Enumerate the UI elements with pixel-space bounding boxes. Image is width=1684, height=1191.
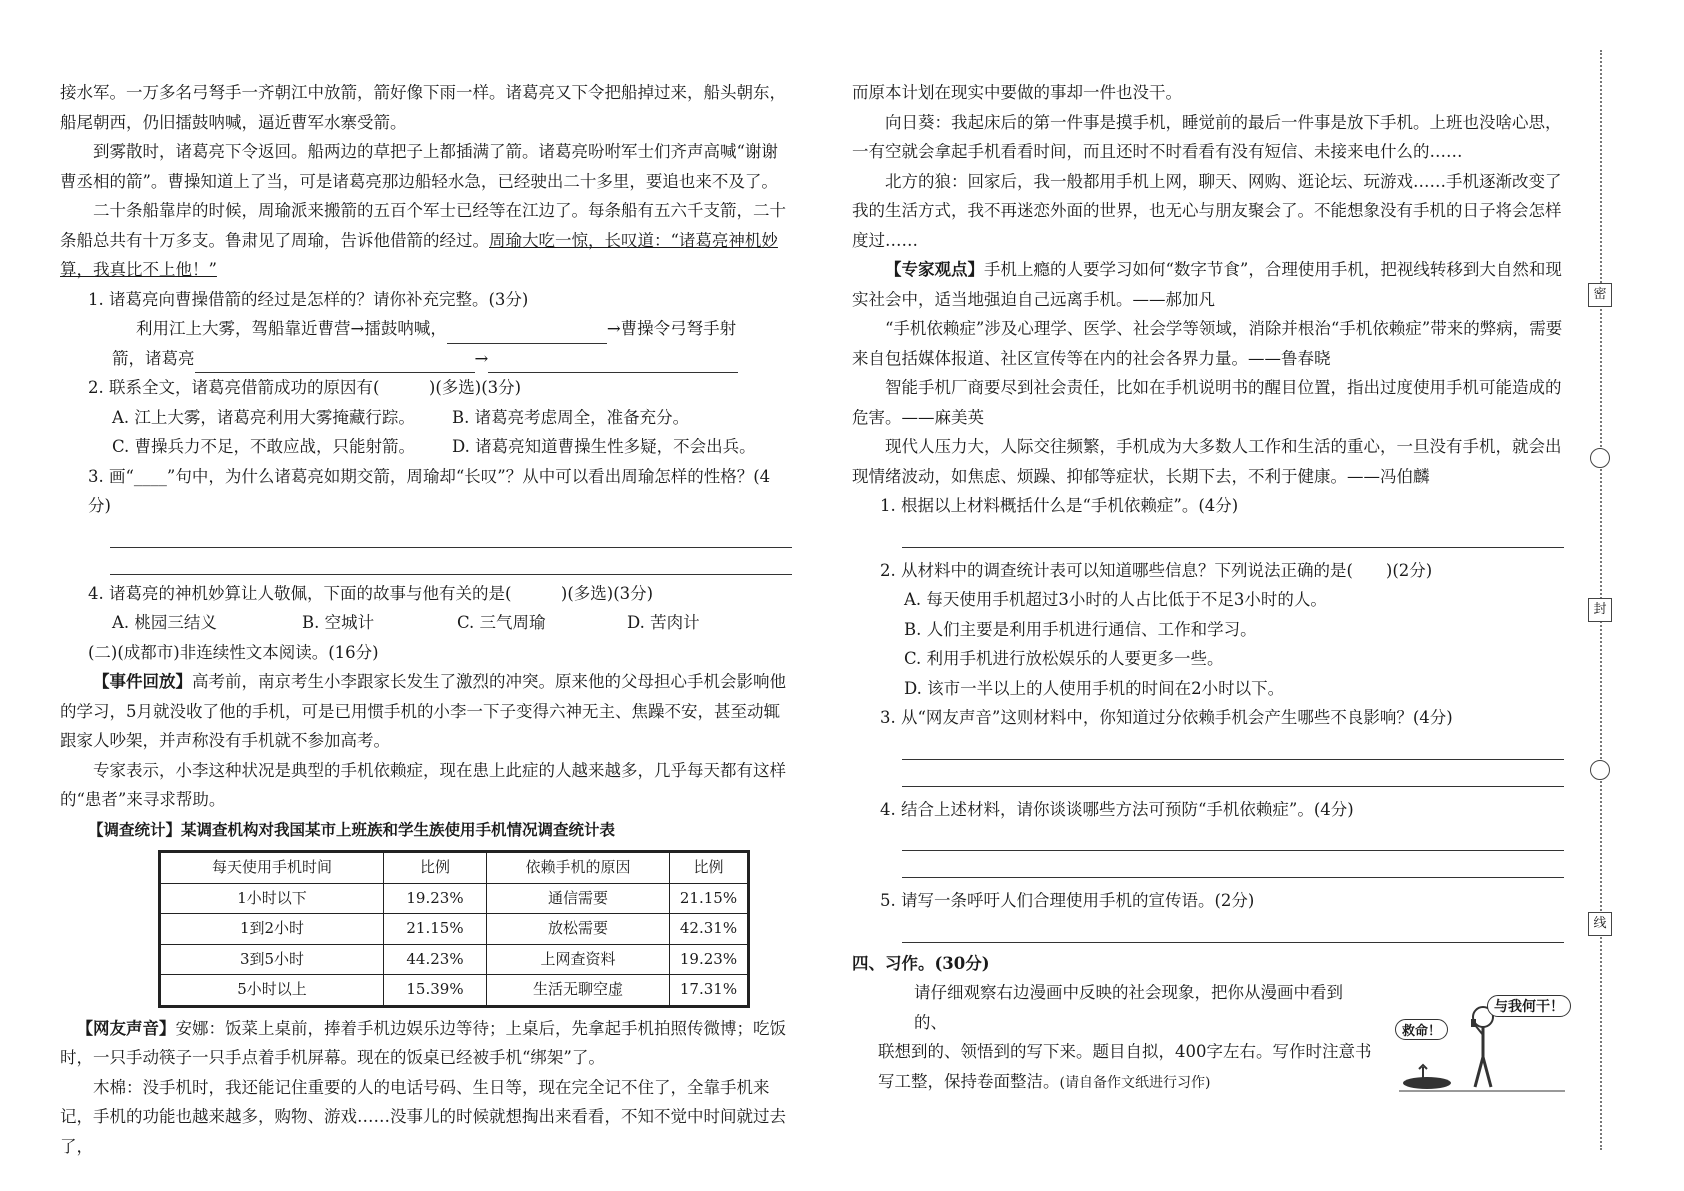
q1-fill-text-b: →曹操令弓弩手射 bbox=[606, 319, 737, 338]
essay-line-1: 请仔细观察右边漫画中反映的社会现象，把你从漫画中看到的、 bbox=[914, 983, 1343, 1032]
event-paragraph bbox=[60, 667, 792, 756]
right-question-2: 2. 从材料中的调查统计表可以知道哪些信息？下列说法正确的是( )(2分) bbox=[880, 560, 1433, 580]
binding-label-3: 线 bbox=[1588, 912, 1612, 936]
right-q4-answer-line-1[interactable] bbox=[902, 824, 1564, 851]
table-cell: 44.23% bbox=[384, 944, 487, 975]
expert-opinion-2: “手机依赖症”涉及心理学、医学、社会学等领域，消除并根治“手机依赖症”带来的弊病，需要来自包括媒体报道、社区宣传等在内的社会各界力量。——鲁春晓 bbox=[852, 319, 1563, 368]
expert-tag: 【专家观点】 bbox=[885, 260, 984, 279]
q1-fill-row-1 bbox=[60, 314, 792, 344]
right-question-1: 1. 根据以上材料概括什么是“手机依赖症”。(4分) bbox=[880, 496, 1239, 515]
table-cell: 放松需要 bbox=[487, 914, 670, 945]
expert-opinion-4: 现代人压力大，人际交往频繁，手机成为大多数人工作和生活的重心，一旦没有手机，就会出现情绪波动，如焦虑、烦躁、抑郁等症状，长期下去，不利于健康。——冯伯麟 bbox=[852, 437, 1562, 486]
q2-option-c[interactable]: C. 曹操兵力不足，不敢应战，只能射箭。 bbox=[112, 437, 416, 456]
binding-label-2: 封 bbox=[1588, 598, 1612, 622]
table-row bbox=[160, 975, 749, 1007]
binding-label-1: 密 bbox=[1588, 283, 1612, 307]
table-header: 依赖手机的原因 bbox=[487, 852, 670, 884]
q1-blank-2[interactable] bbox=[195, 350, 475, 373]
net-voice-paragraph-1 bbox=[60, 1014, 792, 1073]
q1-fill-row-2 bbox=[60, 344, 792, 374]
event-text: 高考前，南京考生小李跟家长发生了激烈的冲突。原来他的父母担心手机会影响他的学习，5月就没收了他的手机，可是已用惯手机的小李一下子变得六神无主、焦躁不安，甚至动辄跟家人吵架，并声称没有手机就不参加高考。 bbox=[60, 672, 786, 750]
q2-options-row-1 bbox=[60, 403, 792, 433]
right-q2-option-d[interactable]: D. 该市一半以上的人使用手机的时间在2小时以下。 bbox=[904, 678, 1285, 698]
table-cell: 上网查资料 bbox=[487, 944, 670, 975]
binding-hole-2 bbox=[1590, 760, 1610, 780]
table-cell: 19.23% bbox=[384, 883, 487, 914]
question-3: 3. 画“____”句中，为什么诸葛亮如期交箭，周瑜却“长叹”？从中可以看出周瑜怎样的性格？(4分) bbox=[88, 466, 771, 515]
right-p3: 北方的狼：回家后，我一般都用手机上网，聊天、网购、逛论坛、玩游戏……手机逐渐改变了我的生活方式，我不再迷恋外面的世界，也无心与朋友聚会了。不能想象没有手机的日子将会怎样度过…… bbox=[852, 171, 1562, 250]
survey-title: 【调查统计】某调查机构对我国某市上班族和学生族使用手机情况调查统计表 bbox=[88, 819, 616, 839]
right-column bbox=[852, 78, 1564, 1098]
table-cell: 21.15% bbox=[670, 883, 749, 914]
q1-blank-1[interactable] bbox=[447, 321, 607, 344]
table-cell: 生活无聊空虚 bbox=[487, 975, 670, 1007]
table-cell: 5小时以上 bbox=[160, 975, 384, 1007]
q4-option-d[interactable]: D. 苦肉计 bbox=[627, 613, 700, 632]
net-voice-tag: 【网友声音】 bbox=[76, 1018, 176, 1038]
passage-p1: 接水军。一万多名弓弩手一齐朝江中放箭，箭好像下雨一样。诸葛亮又下令把船掉过来，船头朝东，船尾朝西，仍旧擂鼓呐喊，逼近曹军水寨受箭。 bbox=[60, 83, 786, 132]
section-2-title: (二)(成都市)非连续性文本阅读。(16分) bbox=[88, 642, 379, 662]
right-q2-option-c[interactable]: C. 利用手机进行放松娱乐的人要更多一些。 bbox=[904, 649, 1224, 668]
left-column bbox=[60, 78, 792, 1161]
binding-hole-1 bbox=[1590, 448, 1610, 468]
right-question-3: 3. 从“网友声音”这则材料中，你知道过分依赖手机会产生哪些不良影响？(4分) bbox=[880, 708, 1453, 727]
table-cell: 3到5小时 bbox=[160, 944, 384, 975]
survey-table bbox=[158, 850, 750, 1008]
table-cell: 1到2小时 bbox=[160, 914, 384, 945]
right-q2-option-a[interactable]: A. 每天使用手机超过3小时的人占比低于不足3小时的人。 bbox=[904, 590, 1327, 609]
q4-options bbox=[60, 608, 792, 638]
expert-text-1: 手机上瘾的人要学习如何“数字节食”，合理使用手机，把视线转移到大自然和现实社会中，适当地强迫自己远离手机。——郝加凡 bbox=[852, 260, 1562, 309]
net-voice-paragraph-2: 木棉：没手机时，我还能记住重要的人的电话号码、生日等，现在完全记不住了，全靠手机来记，手机的功能也越来越多，购物、游戏……没事儿的时候就想掏出来看看，不知不觉中时间就过去了， bbox=[60, 1077, 786, 1156]
q3-answer-line-2[interactable] bbox=[110, 548, 792, 575]
expert-opinion-3: 智能手机厂商要尽到社会责任，比如在手机说明书的醒目位置，指出过度使用手机可能造成的危害。——麻美英 bbox=[852, 378, 1562, 427]
expert-paragraph: 专家表示，小李这种状况是典型的手机依赖症，现在患上此症的人越来越多，几乎每天都有这样的“患者”来寻求帮助。 bbox=[60, 760, 786, 809]
essay-line-3-text: 写工整，保持卷面整洁。 bbox=[878, 1071, 1060, 1091]
essay-note: (请自备作文纸进行习作) bbox=[1059, 1074, 1211, 1091]
table-row bbox=[160, 914, 749, 945]
q4-option-a[interactable]: A. 桃园三结义 bbox=[112, 613, 217, 632]
table-cell: 通信需要 bbox=[487, 883, 670, 914]
table-cell: 19.23% bbox=[670, 944, 749, 975]
question-1: 1. 诸葛亮向曹操借箭的经过是怎样的？请你补充完整。(3分) bbox=[88, 289, 529, 309]
right-question-5: 5. 请写一条呼吁人们合理使用手机的宣传语。(2分) bbox=[880, 891, 1255, 910]
question-2: 2. 联系全文，诸葛亮借箭成功的原因有( )(多选)(3分) bbox=[88, 378, 522, 397]
q2-options-row-2 bbox=[60, 432, 792, 462]
right-q3-answer-line-1[interactable] bbox=[902, 733, 1564, 760]
event-tag: 【事件回放】 bbox=[93, 672, 192, 691]
table-header: 比例 bbox=[384, 852, 487, 884]
comic-reply-bubble: 与我何干！ bbox=[1487, 995, 1571, 1017]
table-header: 比例 bbox=[670, 852, 749, 884]
passage-p2: 到雾散时，诸葛亮下令返回。船两边的草把子上都插满了箭。诸葛亮吩咐军士们齐声高喊“谢谢曹丞相的箭”。曹操知道上了当，可是诸葛亮那边船轻水急，已经驶出二十多里，要追也来不及了。 bbox=[60, 142, 778, 191]
section-4-title: 四、习作。(30分) bbox=[852, 953, 990, 973]
table-cell: 15.39% bbox=[384, 975, 487, 1007]
right-p2: 向日葵：我起床后的第一件事是摸手机，睡觉前的最后一件事是放下手机。上班也没啥心思，一有空就会拿起手机看看时间，而且还时不时看看有没有短信、未接来电什么的…… bbox=[852, 112, 1562, 161]
q2-option-d[interactable]: D. 诸葛亮知道曹操生性多疑，不会出兵。 bbox=[452, 437, 756, 456]
table-cell: 21.15% bbox=[384, 914, 487, 945]
underlined-sentence: 周瑜大吃一惊，长叹道：“诸葛亮神机妙算，我真比不上他！” bbox=[60, 230, 778, 279]
table-row bbox=[160, 944, 749, 975]
table-cell: 42.31% bbox=[670, 914, 749, 945]
table-header: 每天使用手机时间 bbox=[160, 852, 384, 884]
right-p1: 而原本计划在现实中要做的事却一件也没干。 bbox=[852, 83, 1182, 102]
q2-option-a[interactable]: A. 江上大雾，诸葛亮利用大雾掩藏行踪。 bbox=[112, 407, 415, 427]
net-voice-text-1: 安娜：饭菜上桌前，捧着手机边娱乐边等待；上桌后，先拿起手机拍照传微博；吃饭时，一只手动筷子一只手点着手机屏幕。现在的饭桌已经被手机“绑架”了。 bbox=[60, 1018, 786, 1067]
q1-arrow: → bbox=[474, 348, 489, 368]
right-question-4: 4. 结合上述材料，请你谈谈哪些方法可预防“手机依赖症”。(4分) bbox=[880, 799, 1354, 819]
table-cell: 17.31% bbox=[670, 975, 749, 1007]
comic-illustration bbox=[1395, 995, 1575, 1095]
right-q4-answer-line-2[interactable] bbox=[902, 851, 1564, 878]
expert-opinion-1 bbox=[852, 255, 1564, 314]
question-4: 4. 诸葛亮的神机妙算让人敬佩，下面的故事与他有关的是( )(多选)(3分) bbox=[88, 583, 654, 603]
q1-fill-text-c: 箭，诸葛亮 bbox=[112, 348, 195, 368]
essay-instructions bbox=[852, 978, 1372, 1098]
q4-option-c[interactable]: C. 三气周瑜 bbox=[457, 613, 546, 632]
right-q5-answer-line[interactable] bbox=[902, 916, 1564, 943]
comic-help-bubble: 救命！ bbox=[1395, 1019, 1448, 1040]
table-row bbox=[160, 883, 749, 914]
table-cell: 1小时以下 bbox=[160, 883, 384, 914]
q3-answer-line-1[interactable] bbox=[110, 521, 792, 548]
q4-option-b[interactable]: B. 空城计 bbox=[302, 613, 375, 632]
essay-line-2: 联想到的、领悟到的写下来。题目自拟，400字左右。写作时注意书 bbox=[878, 1042, 1372, 1061]
table-header-row bbox=[160, 852, 749, 884]
essay-line-3 bbox=[852, 1067, 1372, 1099]
q2-option-b[interactable]: B. 诸葛亮考虑周全，准备充分。 bbox=[452, 407, 690, 427]
right-q1-answer-line[interactable] bbox=[902, 521, 1564, 548]
passage-p3 bbox=[60, 196, 792, 285]
right-q2-option-b[interactable]: B. 人们主要是利用手机进行通信、工作和学习。 bbox=[904, 619, 1257, 639]
passage-p3-text: 二十条船靠岸的时候，周瑜派来搬箭的五百个军士已经等在江边了。每条船有五六千支箭，二十条船总共有十万多支。鲁肃见了周瑜，告诉他借箭的经过。 bbox=[60, 201, 786, 250]
q1-fill-text-a: 利用江上大雾，驾船靠近曹营→擂鼓呐喊， bbox=[136, 319, 447, 338]
q1-blank-3[interactable] bbox=[488, 350, 738, 373]
right-q3-answer-line-2[interactable] bbox=[902, 760, 1564, 787]
